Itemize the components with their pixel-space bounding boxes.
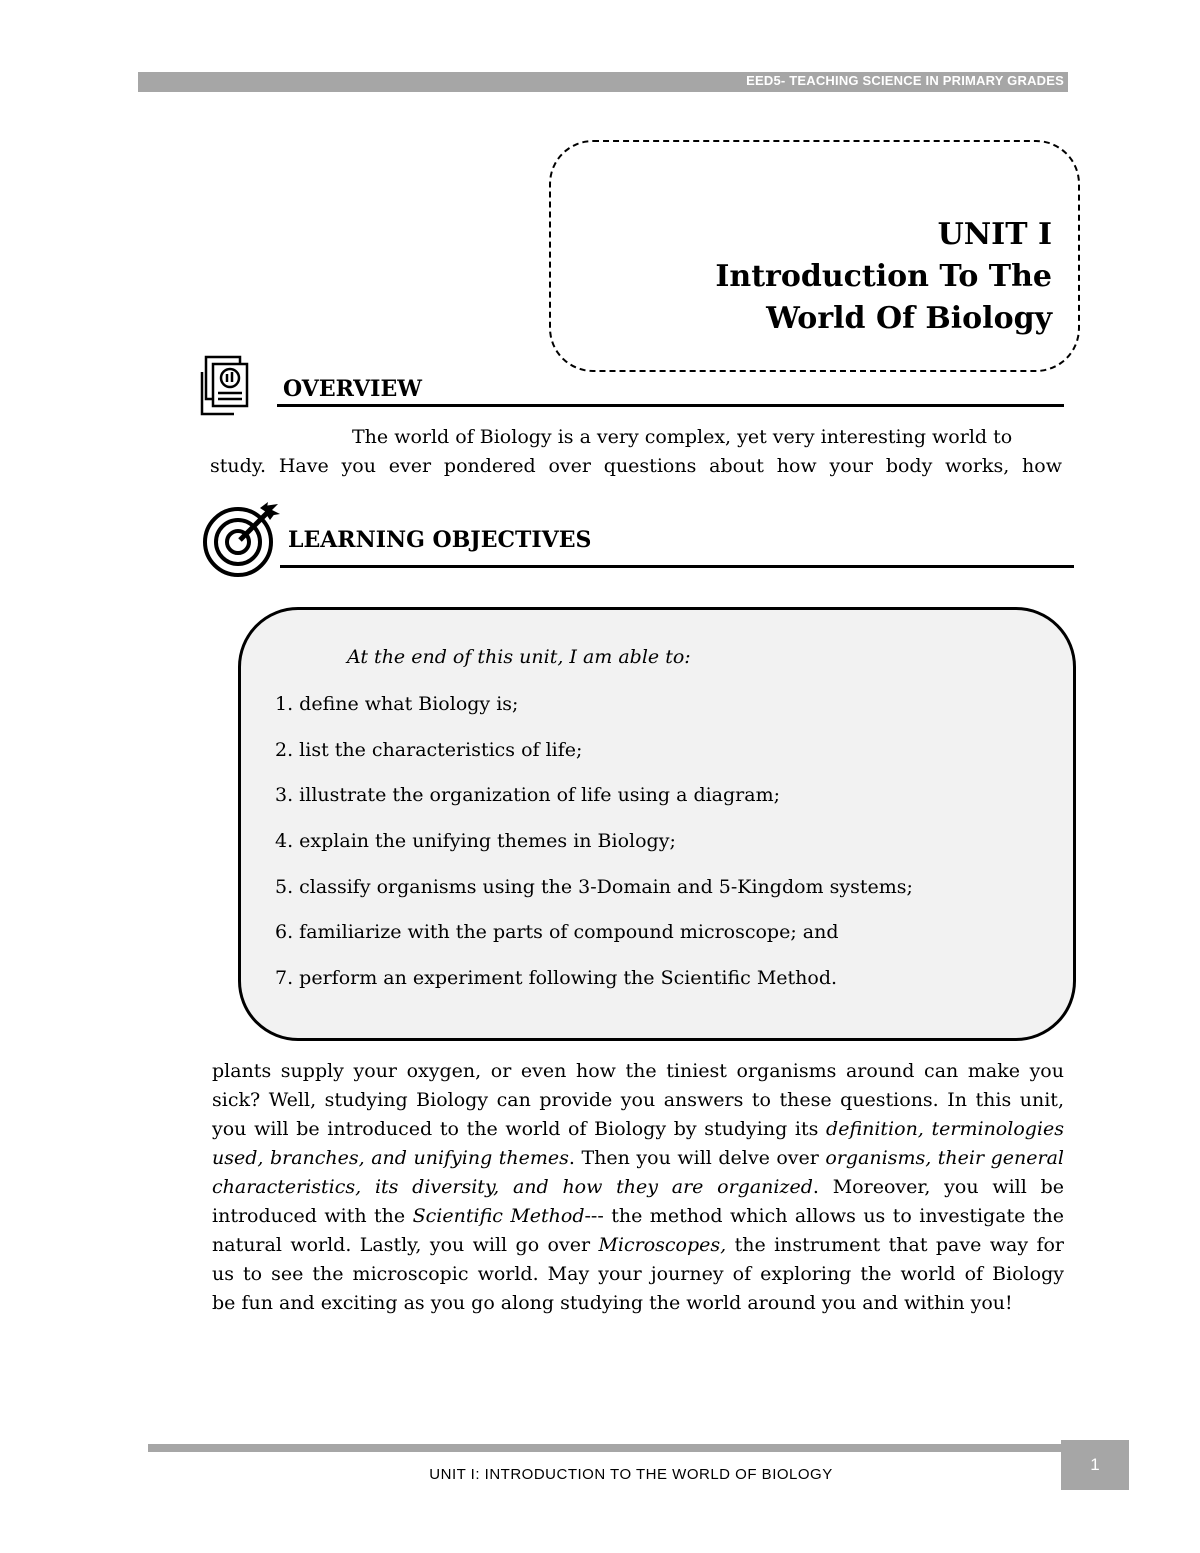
unit-title-box: [549, 140, 1080, 372]
body-text: . Then you will delve over: [568, 1147, 826, 1169]
unit-number: UNIT I: [937, 217, 1052, 252]
footer-bar: [148, 1444, 1062, 1452]
body-text: the instrument that pave way for: [726, 1234, 1065, 1256]
page-number: 1: [1061, 1440, 1129, 1490]
header-bar: [138, 72, 1068, 92]
emphasis-text: definition, terminologies: [826, 1118, 1064, 1140]
emphasis-text: used, branches, and unifying themes: [212, 1147, 569, 1169]
objectives-list: [275, 690, 913, 1010]
unit-name-line-2: World Of Biology: [766, 301, 1052, 336]
emphasis-text: characteristics, its diversity, and how they are organized: [212, 1176, 813, 1198]
unit-title: [715, 214, 1052, 340]
body-text: . Moreover, you will be: [812, 1176, 1064, 1198]
overview-rule: [277, 404, 1064, 407]
body-line: us to see the microscopic world. May your journey of exploring the world of Biology: [212, 1263, 1064, 1285]
objective-item: 5. classify organisms using the 3-Domain and 5-Kingdom systems;: [275, 875, 913, 898]
document-chart-icon: [198, 352, 262, 418]
body-line: [212, 1115, 1064, 1144]
emphasis-text: organisms, their general: [825, 1147, 1064, 1169]
unit-name-line-1: Introduction To The: [715, 259, 1052, 294]
course-title: EED5- TEACHING SCIENCE IN PRIMARY GRADES: [746, 73, 1064, 88]
objective-item: 7. perform an experiment following the Scientific Method.: [275, 967, 838, 990]
objective-item: 1. define what Biology is;: [275, 693, 519, 715]
target-arrow-icon: [200, 500, 286, 580]
overview-line-2: study. Have you ever pondered over questions about how your body works, how: [210, 455, 1062, 477]
footer-title: UNIT I: INTRODUCTION TO THE WORLD OF BIOLOGY: [429, 1466, 833, 1483]
overview-line-1: The world of Biology is a very complex, yet very interesting world to: [352, 426, 1013, 448]
objectives-rule: [280, 565, 1074, 568]
body-text: natural world. Lastly, you will go over: [212, 1234, 599, 1256]
objective-item: 6. familiarize with the parts of compound microscope; and: [275, 921, 839, 944]
emphasis-text: Scientific Method: [412, 1205, 585, 1227]
body-line: [212, 1231, 1064, 1260]
body-text: you will be introduced to the world of Biology by studying its: [212, 1118, 827, 1140]
body-text: --- the method which allows us to investigate the: [584, 1205, 1064, 1227]
objective-item: 4. explain the unifying themes in Biology;: [275, 830, 676, 853]
objectives-box: [238, 607, 1076, 1041]
overview-text: [210, 423, 1062, 481]
body-line: plants supply your oxygen, or even how the tiniest organisms around can make you: [212, 1060, 1064, 1082]
overview-continuation: [212, 1057, 1064, 1318]
body-line: [212, 1202, 1064, 1231]
overview-title: OVERVIEW: [283, 376, 422, 402]
objective-item: 2. list the characteristics of life;: [275, 738, 583, 761]
body-line: sick? Well, studying Biology can provide you answers to these questions. In this unit,: [212, 1089, 1064, 1111]
body-line: [212, 1144, 1064, 1173]
objectives-title: LEARNING OBJECTIVES: [288, 527, 592, 553]
emphasis-text: Microscopes,: [598, 1234, 727, 1256]
objectives-intro: At the end of this unit, I am able to:: [347, 646, 691, 668]
body-line: be fun and exciting as you go along studying the world around you and within you!: [212, 1292, 1013, 1314]
body-text: introduced with the: [212, 1205, 413, 1227]
body-line: [212, 1173, 1064, 1202]
objective-item: 3. illustrate the organization of life using a diagram;: [275, 784, 781, 807]
